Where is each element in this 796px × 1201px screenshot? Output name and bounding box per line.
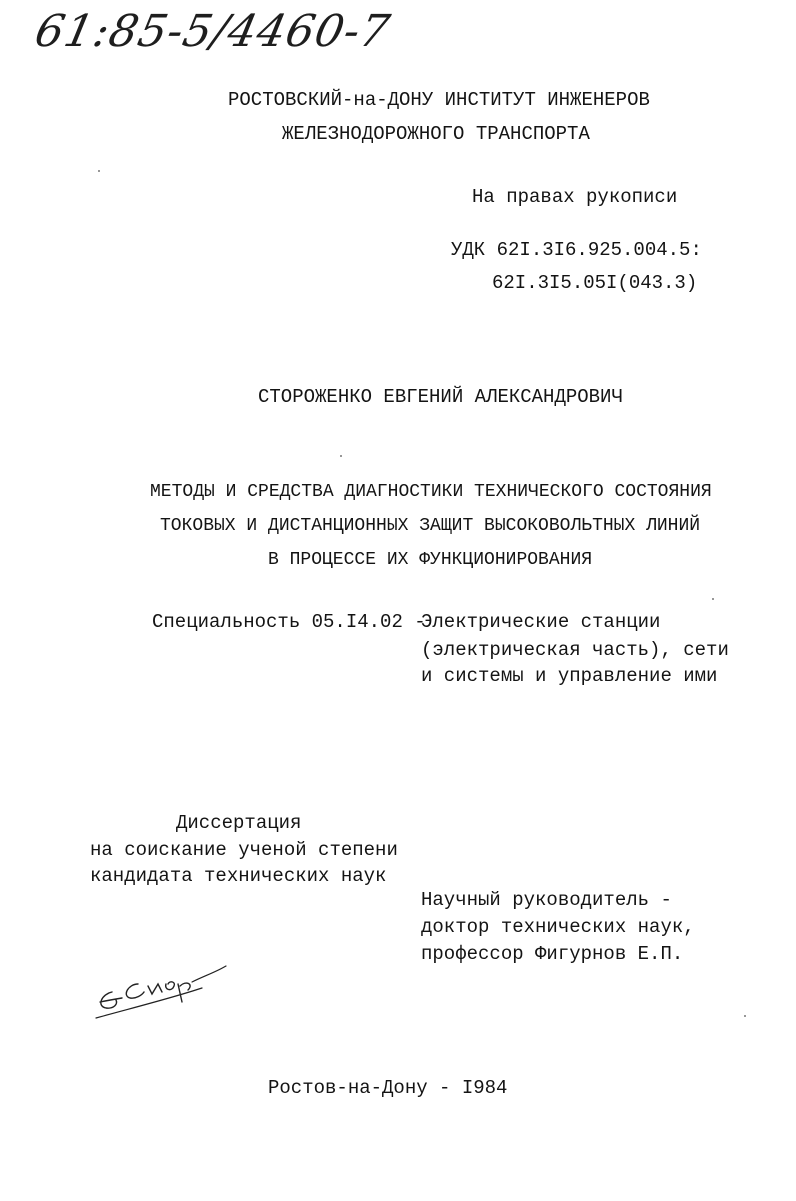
title-line-2: ТОКОВЫХ И ДИСТАНЦИОННЫХ ЗАЩИТ ВЫСОКОВОЛЬТНЫХ ЛИНИЙ: [160, 516, 701, 536]
dissertation-line-3: кандидата технических наук: [90, 865, 387, 887]
author-name: СТОРОЖЕНКО ЕВГЕНИЙ АЛЕКСАНДРОВИЧ: [258, 386, 623, 408]
place-and-year: Ростов-на-Дону - I984: [268, 1077, 508, 1099]
institution-line-2: ЖЕЛЕЗНОДОРОЖНОГО ТРАНСПОРТА: [282, 123, 590, 145]
title-line-1: МЕТОДЫ И СРЕДСТВА ДИАГНОСТИКИ ТЕХНИЧЕСКОГО СОСТОЯНИЯ: [150, 482, 712, 502]
supervisor-line-3: профессор Фигурнов Е.П.: [421, 943, 684, 965]
manuscript-rights: На правах рукописи: [472, 186, 678, 208]
dissertation-line-1: Диссертация: [176, 812, 302, 834]
supervisor-line-1: Научный руководитель -: [421, 889, 672, 911]
paper-speck: [340, 455, 342, 457]
archive-stamp: 61:85-5/4460-7: [30, 6, 395, 57]
udc-line-1: УДК 62I.3I6.925.004.5:: [451, 239, 702, 261]
supervisor-line-2: доктор технических наук,: [421, 916, 695, 938]
title-line-3: В ПРОЦЕССЕ ИХ ФУНКЦИОНИРОВАНИЯ: [268, 550, 593, 570]
institution-line-1: РОСТОВСКИЙ-на-ДОНУ ИНСТИТУТ ИНЖЕНЕРОВ: [228, 89, 650, 111]
udc-line-2: 62I.3I5.05I(043.3): [492, 272, 698, 294]
paper-speck: [744, 1015, 746, 1017]
paper-speck: [98, 170, 100, 172]
specialty-line-1: Электрические станции: [421, 611, 661, 633]
paper-speck: [712, 598, 714, 600]
specialty-line-3: и системы и управление ими: [421, 665, 718, 687]
handwritten-signature: [92, 962, 232, 1022]
specialty-line-2: (электрическая часть), сети: [421, 639, 729, 661]
specialty-label: Специальность 05.I4.02 -: [152, 611, 426, 633]
dissertation-line-2: на соискание ученой степени: [90, 839, 398, 861]
